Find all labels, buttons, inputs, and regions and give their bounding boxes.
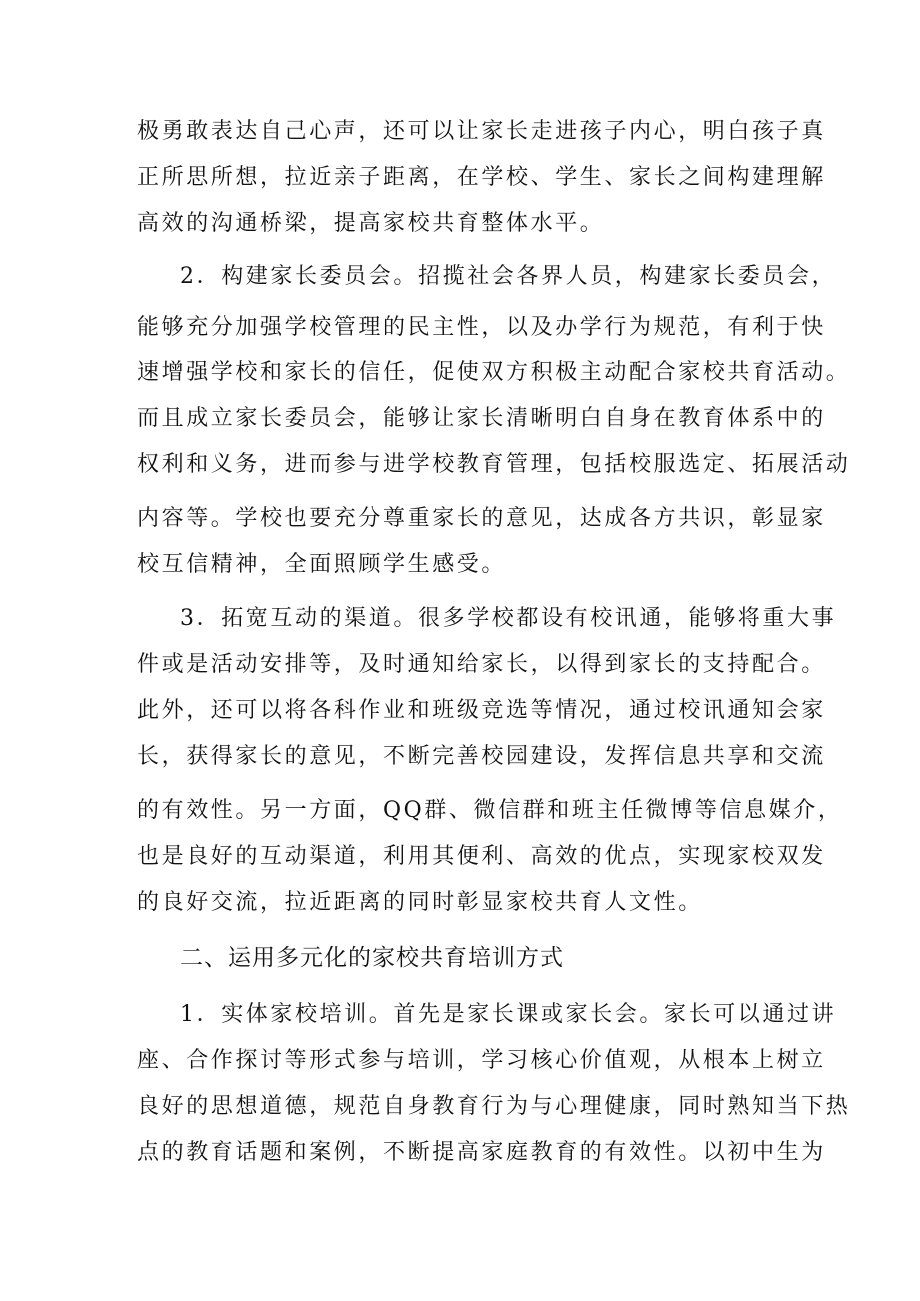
paragraph-3-line-7: 的良好交流，拉近距离的同时彰显家校共育人文性。 [137,890,703,915]
paragraph-3-line-1: 3．拓宽互动的渠道。很多学校都设有校讯通，能够将重大事 [180,606,837,631]
paragraph-2-line-6: 内容等。学校也要充分尊重家长的意见，达成各方共识，彰显家 [137,506,826,531]
paragraph-4-line-2: 座、合作探讨等形式参与培训，学习核心价值观，从根本上树立 [137,1048,826,1073]
paragraph-3-line-4: 长，获得家长的意见，不断完善校园建设，发挥信息共享和交流 [137,744,826,769]
paragraph-4-line-3: 良好的思想道德，规范自身教育行为与心理健康，同时熟知当下热 [137,1094,851,1119]
paragraph-2-line-7: 校互信精神，全面照顾学生感受。 [137,552,507,577]
paragraph-1-line-3: 高效的沟通桥梁，提高家校共育整体水平。 [137,211,605,236]
paragraph-1-line-1: 极勇敢表达自己心声，还可以让家长走进孩子内心，明白孩子真 [137,119,826,144]
paragraph-3-line-3: 此外，还可以将各科作业和班级竞选等情况，通过校讯通知会家 [137,698,826,723]
paragraph-3-line-6: 也是良好的互动渠道，利用其便利、高效的优点，实现家校双发 [137,844,826,869]
paragraph-4-line-4: 点的教育话题和案例，不断提高家庭教育的有效性。以初中生为 [137,1140,826,1165]
paragraph-3-line-5: 的有效性。另一方面，QQ群、微信群和班主任微博等信息媒介， [137,798,843,823]
paragraph-3-line-2: 件或是活动安排等，及时通知给家长，以得到家长的支持配合。 [137,652,826,677]
paragraph-2-line-4: 而且成立家长委员会，能够让家长清晰明白自身在教育体系中的 [137,406,826,431]
section-heading: 二、运用多元化的家校共育培训方式 [180,945,564,971]
paragraph-4-line-1: 1．实体家校培训。首先是家长课或家长会。家长可以通过讲 [180,1002,837,1027]
paragraph-2-line-3: 速增强学校和家长的信任，促使双方积极主动配合家校共育活动。 [137,360,851,385]
paragraph-2-line-5: 权利和义务，进而参与进学校教育管理，包括校服选定、拓展活动 [137,452,851,477]
paragraph-1-line-2: 正所思所想，拉近亲子距离，在学校、学生、家长之间构建理解 [137,165,826,190]
paragraph-2-line-1: 2．构建家长委员会。招揽社会各界人员，构建家长委员会， [180,264,837,289]
paragraph-2-line-2: 能够充分加强学校管理的民主性，以及办学行为规范，有利于快 [137,315,826,340]
